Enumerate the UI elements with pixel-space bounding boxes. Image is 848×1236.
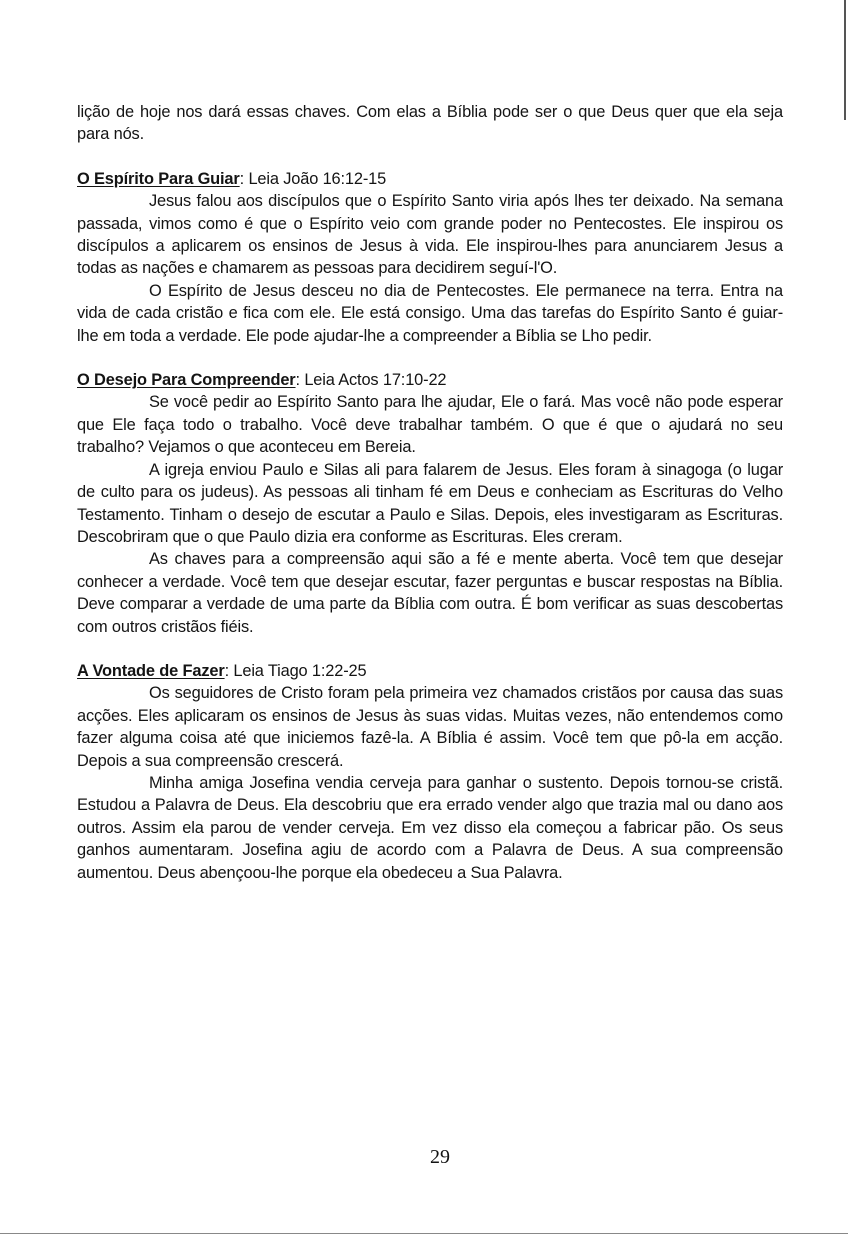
paragraph: Se você pedir ao Espírito Santo para lhe ajudar, Ele o fará. Mas você não pode esperar que Ele faça todo o trabalho. Você deve trabalhar também. O que é que o ajudará no seu trabalho? Vejamos o que aconteceu em Bereia. [77, 393, 783, 457]
section-espirito-para-guiar [77, 168, 783, 347]
paragraph: A igreja enviou Paulo e Silas ali para falarem de Jesus. Eles foram à sinagoga (o lugar de culto para os judeus). As pessoas ali tinham fé em Deus e conheciam as Escrituras do Velho Testamento. Tinham o desejo de escutar a Paulo e Silas. Depois, eles investigaram as Escrituras. Descobriram que o que Paulo dizia era conforme as Escrituras. Eles creram. [77, 460, 783, 546]
section-reference: : Leia João 16:12-15 [239, 169, 387, 188]
paragraph: Minha amiga Josefina vendia cerveja para ganhar o sustento. Depois tornou-se cristã. Estudou a Palavra de Deus. Ela descobriu que era errado vender algo que trazia mal ou dano aos outros. Assim ela parou de vender cerveja. Em vez disso ela começou a fabricar pão. Os seus ganhos aumentaram. Josefina agiu de acordo com a Palavra de Deus. A sua compreensão aumentou. Deus abençoou-lhe porque ela obedeceu a Sua Palavra. [77, 773, 783, 882]
section-heading: O Espírito Para Guiar [77, 169, 240, 188]
section-heading: A Vontade de Fazer [77, 661, 225, 680]
paragraph: O Espírito de Jesus desceu no dia de Pentecostes. Ele permanece na terra. Entra na vida de cada cristão e fica com ele. Ele está consigo. Uma das tarefas do Espírito Santo é guiar-lhe em toda a verdade. Ele pode ajudar-lhe a compreender a Bíblia se Lho pedir. [77, 281, 783, 345]
section-heading: O Desejo Para Compreender [77, 371, 296, 390]
section-heading-line [77, 660, 783, 682]
page-body [77, 101, 783, 884]
section-heading-line [77, 168, 783, 190]
section-desejo-para-compreender [77, 369, 783, 638]
paragraph: As chaves para a compreensão aqui são a fé e mente aberta. Você tem que desejar conhecer a verdade. Você tem que desejar escutar, fazer perguntas e buscar respostas na Bíblia. Deve comparar a verdade de uma parte da Bíblia com outra. É bom verificar as suas descobertas com outros cristãos fiéis. [77, 550, 783, 636]
paragraph: Jesus falou aos discípulos que o Espírito Santo viria após lhes ter deixado. Na semana passada, vimos como é que o Espírito veio com grande poder no Pentecostes. Ele inspirou os discípulos a aplicarem os ensinos de Jesus à vida. Ele inspirou-lhes para anunciarem Jesus a todas as nações e chamarem as pessoas para decidirem seguí-l'O. [77, 192, 783, 278]
section-heading-line [77, 369, 783, 391]
section-reference: : Leia Tiago 1:22-25 [224, 661, 367, 680]
section-vontade-de-fazer [77, 660, 783, 884]
section-reference: : Leia Actos 17:10-22 [295, 371, 447, 390]
scan-bottom-edge [0, 1233, 848, 1234]
scan-page-edge [844, 0, 846, 120]
intro-paragraph: lição de hoje nos dará essas chaves. Com elas a Bíblia pode ser o que Deus quer que ela seja para nós. [77, 103, 783, 144]
page-number: 29 [430, 1146, 450, 1168]
paragraph: Os seguidores de Cristo foram pela primeira vez chamados cristãos por causa das suas acções. Eles aplicaram os ensinos de Jesus às suas vidas. Muitas vezes, não entendemos como fazer alguma coisa até que iniciemos fazê-la. A Bíblia é assim. Você tem que pô-la em acção. Depois a sua compreensão crescerá. [77, 684, 783, 770]
